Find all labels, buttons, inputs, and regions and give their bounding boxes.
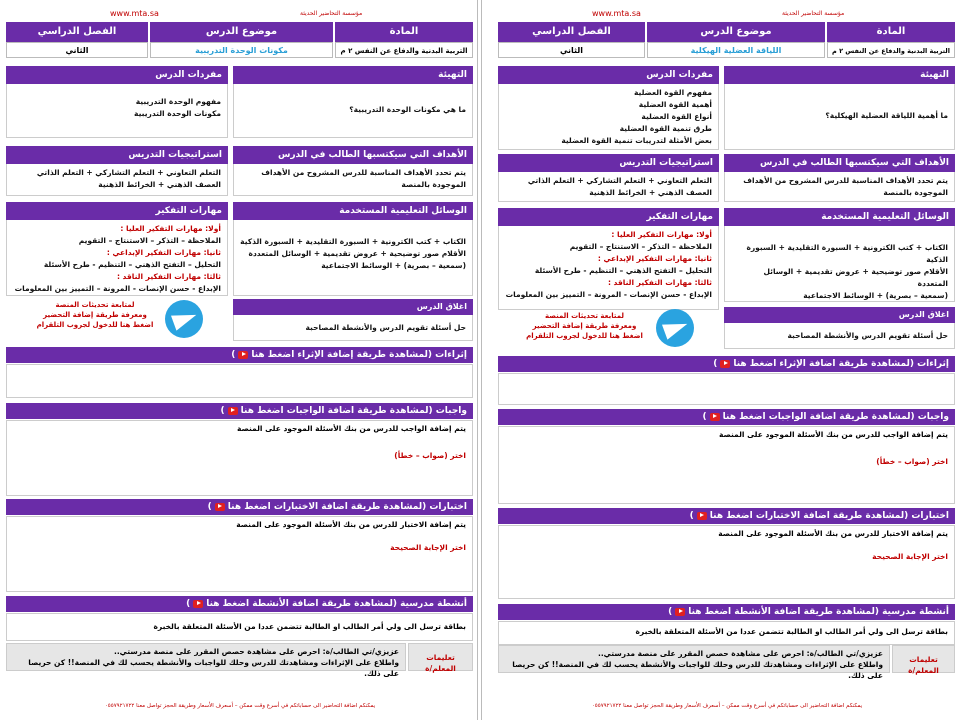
youtube-icon[interactable] bbox=[193, 600, 203, 608]
subject-header: المادة bbox=[335, 22, 473, 42]
activities-text: بطاقة ترسل الى ولي أمر الطالب او الطالبة تتضمن عددا من الأسئلة المتعلقة بالخبرة bbox=[153, 622, 466, 631]
notes-line: عزيزي/تي الطالب/ة: احرص على مشاهدة حصص المقرر على منصة مدرستي.. bbox=[113, 647, 399, 656]
strategies-section bbox=[6, 146, 228, 196]
thinking-heading: أولا: مهارات التفكير العليا : bbox=[611, 230, 712, 239]
tools-line: (سمعية – بصرية) + الوسائط الاجتماعية bbox=[321, 261, 466, 270]
tests-text: يتم إضافة الاختبار للدرس من بنك الأسئلة الموجود على المنصة bbox=[718, 529, 948, 538]
goals-title: الأهداف التي سيكتسبها الطالب في الدرس bbox=[724, 154, 955, 172]
homework-choice: اختر (صواب – خطأ) bbox=[394, 451, 466, 460]
telegram-promo[interactable] bbox=[517, 311, 652, 341]
homework-title: واجبات (لمشاهدة طريقة اضافة الواجبات اضغط هنا bbox=[240, 406, 467, 416]
youtube-icon[interactable] bbox=[675, 608, 685, 616]
tools-title: الوسائل التعليمية المستخدمة bbox=[724, 208, 955, 226]
tests-title: اختبارات (لمشاهدة طريقة اضافة الاختبارات اضغط هنا bbox=[227, 502, 467, 512]
topic-header: موضوع الدرس bbox=[647, 22, 825, 42]
thinking-heading: ثانيا: مهارات التفكير الإبداعي : bbox=[106, 248, 221, 257]
tools-section bbox=[233, 202, 473, 296]
goals-text: يتم تحدد الأهداف المناسبة للدرس المشروح من الأهداف الموجودة بالمنصة bbox=[233, 164, 473, 196]
thinking-heading: أولا: مهارات التفكير العليا : bbox=[120, 224, 221, 233]
vocab-title: مفردات الدرس bbox=[6, 66, 228, 84]
tools-section bbox=[724, 208, 955, 302]
thinking-text: الملاحظة – التذكر – الاستنتاج – التقويم bbox=[569, 242, 712, 251]
activities-title: أنشطة مدرسية (لمشاهدة طريقة اضافة الأنشطة اضغط هنا bbox=[688, 607, 949, 617]
tests-choice: اختر الإجابة الصحيحة bbox=[390, 543, 466, 552]
promo-line: لمتابعة تحديثات المنصة bbox=[55, 301, 135, 309]
subject-header: المادة bbox=[827, 22, 955, 42]
promo-line: اضغط هنا للدخول لجروب التلقرام bbox=[526, 332, 643, 340]
teacher-notes bbox=[6, 643, 406, 678]
footer-text: يمكنكم اضافة التحاضير الى حساباتكم في أسرع وقت ممكن – أسعرف الأسعار وطريقة الحجز تواصل معنا ٠٥٥٧٩٢١٧٢٢ bbox=[591, 703, 863, 709]
vocab-item: مكونات الوحدة التدريبية bbox=[134, 109, 221, 118]
vocab-list bbox=[498, 84, 719, 150]
strategies-body bbox=[6, 164, 228, 196]
tools-line: (سمعية – بصرية) + الوسائط الاجتماعية bbox=[803, 291, 948, 300]
promo-line: لمتابعة تحديثات المنصة bbox=[544, 312, 625, 320]
tools-line: الأقلام صور توضيحية + عروض تقديمية + الوسائل المتعددة bbox=[763, 267, 948, 288]
telegram-icon[interactable] bbox=[165, 300, 203, 338]
tools-line: الكتاب + كتب الكترونية + السبورة التقليدية + السبورة الذكية bbox=[240, 237, 466, 246]
thinking-section bbox=[498, 208, 719, 310]
lesson-page-right bbox=[481, 0, 959, 720]
intro-section bbox=[724, 66, 955, 150]
subject-value: التربية البدنية والدفاع عن النفس ٢ م bbox=[827, 42, 955, 58]
activities-bar[interactable]: أنشطة مدرسية (لمشاهدة طريقة اضافة الأنشطة اضغط هنا) bbox=[498, 604, 955, 620]
thinking-text: التحليل – التفتح الذهني – التنظيم - طرح الأسئلة bbox=[534, 266, 712, 275]
homework-choice: اختر (صواب – خطأ) bbox=[876, 457, 948, 466]
thinking-text: الإبداع - حسن الإنصات - المرونة – التمييز بين المعلومات bbox=[14, 284, 221, 293]
strategies-line: التعلم التعاوني + التعلم التشاركي + التعلم الذاتي bbox=[36, 168, 221, 177]
youtube-icon[interactable] bbox=[228, 407, 238, 415]
tests-title: اختبارات (لمشاهدة طريقة اضافة الاختبارات اضغط هنا bbox=[709, 511, 949, 521]
enrich-area bbox=[6, 364, 473, 398]
vocab-item: بعض الأمثلة لتدريبات تنمية القوة العضلية bbox=[561, 136, 712, 145]
telegram-promo[interactable] bbox=[30, 300, 160, 330]
closing-section bbox=[233, 299, 473, 341]
lesson-page-left bbox=[0, 0, 478, 720]
thinking-text: الإبداع - حسن الإنصات - المرونة – التمييز بين المعلومات bbox=[505, 290, 712, 299]
activities-title: أنشطة مدرسية (لمشاهدة طريقة اضافة الأنشطة اضغط هنا bbox=[206, 599, 467, 609]
notes-label: تعليمات المعلم/ة bbox=[892, 645, 955, 673]
closing-text: حل أسئلة تقويم الدرس والأنشطة المصاحبة bbox=[233, 315, 473, 341]
youtube-icon[interactable] bbox=[720, 360, 730, 368]
intro-text: ما هي مكونات الوحدة التدريبية؟ bbox=[233, 84, 473, 138]
tools-body bbox=[724, 226, 955, 302]
enrich-bar[interactable]: إثراءات (لمشاهدة طريقة اضافة الإثراء اضغط هنا) bbox=[498, 356, 955, 372]
goals-text: يتم تحدد الأهداف المناسبة للدرس المشروح من الأهداف الموجودة بالمنصة bbox=[724, 172, 955, 202]
tools-title: الوسائل التعليمية المستخدمة bbox=[233, 202, 473, 220]
vocab-section bbox=[6, 66, 228, 138]
term-value: الثاني bbox=[6, 42, 148, 58]
tests-text: يتم إضافة الاختبار للدرس من بنك الأسئلة الموجود على المنصة bbox=[236, 520, 466, 529]
activities-bar[interactable]: أنشطة مدرسية (لمشاهدة طريقة اضافة الأنشطة اضغط هنا) bbox=[6, 596, 473, 612]
term-header: الفصل الدراسي bbox=[498, 22, 645, 42]
telegram-icon[interactable] bbox=[656, 309, 694, 347]
intro-text: ما أهمية اللياقة العضلية الهيكلية؟ bbox=[724, 84, 955, 150]
intro-title: التهيئة bbox=[724, 66, 955, 84]
youtube-icon[interactable] bbox=[697, 512, 707, 520]
homework-title: واجبات (لمشاهدة طريقة اضافة الواجبات اضغط هنا bbox=[722, 412, 949, 422]
enrich-bar[interactable]: إثراءات (لمشاهدة طريقة إضافة الإثراء اضغط هنا) bbox=[6, 347, 473, 363]
homework-bar[interactable]: واجبات (لمشاهدة طريقة اضافة الواجبات اضغط هنا) bbox=[498, 409, 955, 425]
homework-bar[interactable]: واجبات (لمشاهدة طريقة اضافة الواجبات اضغط هنا) bbox=[6, 403, 473, 419]
footer-text: يمكنكم اضافة التحاضير الى حساباتكم في أسرع وقت ممكن – أسعرف الأسعار وطريقة الحجز تواصل معنا ٠٥٥٧٩٢١٧٢٢ bbox=[104, 703, 376, 709]
thinking-text: التحليل – التفتح الذهني – التنظيم - طرح الأسئلة bbox=[43, 260, 221, 269]
site-url[interactable]: www.mta.sa bbox=[592, 9, 641, 18]
thinking-text: الملاحظة – التذكر – الاستنتاج – التقويم bbox=[78, 236, 221, 245]
homework-area bbox=[6, 420, 473, 496]
tests-choice: اختر الإجابة الصحيحة bbox=[872, 552, 948, 561]
notes-label: تعليمات المعلم/ة bbox=[408, 643, 473, 671]
promo-line: ومعرفة طريقة إضافة التحضير bbox=[43, 311, 147, 319]
activities-area bbox=[6, 613, 473, 641]
notes-line: عزيزي/تي الطالب/ة: احرص على مشاهدة حصص المقرر على منصة مدرستي.. bbox=[597, 649, 883, 658]
closing-title: اغلاق الدرس bbox=[233, 299, 473, 315]
organization-name: مؤسسة التحاضير الحديثة bbox=[300, 10, 363, 17]
strategies-title: استراتيجيات التدريس bbox=[6, 146, 228, 164]
promo-line: ومعرفة طريقة إضافة التحضير bbox=[532, 322, 637, 330]
vocab-title: مفردات الدرس bbox=[498, 66, 719, 84]
closing-text: حل أسئلة تقويم الدرس والأنشطة المصاحبة bbox=[724, 323, 955, 349]
thinking-heading: ثانيا: مهارات التفكير الإبداعي : bbox=[597, 254, 712, 263]
strategies-section bbox=[498, 154, 719, 202]
promo-line: اضغط هنا للدخول لجروب التلقرام bbox=[36, 321, 154, 329]
thinking-title: مهارات التفكير bbox=[498, 208, 719, 226]
strategies-line: العصف الذهني + الخرائط الذهنية bbox=[589, 188, 712, 197]
thinking-body bbox=[498, 226, 719, 310]
tests-bar[interactable]: اختبارات (لمشاهدة طريقة اضافة الاختبارات اضغط هنا) bbox=[498, 508, 955, 524]
vocab-item: أنواع القوة العضلية bbox=[641, 112, 712, 121]
homework-text: يتم إضافة الواجب للدرس من بنك الأسئلة الموجود على المنصة bbox=[719, 430, 948, 439]
thinking-heading: ثالثا: مهارات التفكير الناقد : bbox=[607, 278, 712, 287]
notes-line: واطلاع على الإثراءات ومشاهدتك للدرس وحلك للواجبات والأنشطة يحسب لك في المنصة!! كن حريصا على ذلك. bbox=[28, 658, 399, 678]
youtube-icon[interactable] bbox=[238, 351, 248, 359]
intro-title: التهيئة bbox=[233, 66, 473, 84]
vocab-item: مفهوم الوحدة التدريبية bbox=[135, 97, 221, 106]
enrich-area bbox=[498, 373, 955, 405]
strategies-body bbox=[498, 172, 719, 202]
topic-value: مكونات الوحدة التدريبية bbox=[150, 42, 333, 58]
teacher-notes bbox=[498, 645, 890, 680]
term-header: الفصل الدراسي bbox=[6, 22, 148, 42]
organization-name: مؤسسة التحاضير الحديثة bbox=[782, 10, 845, 17]
subject-value: التربية البدنية والدفاع عن النفس ٢ م bbox=[335, 42, 473, 58]
youtube-icon[interactable] bbox=[215, 503, 225, 511]
youtube-icon[interactable] bbox=[710, 413, 720, 421]
goals-section bbox=[724, 154, 955, 202]
goals-section bbox=[233, 146, 473, 196]
strategies-line: التعلم التعاوني + التعلم التشاركي + التعلم الذاتي bbox=[527, 176, 712, 185]
closing-section bbox=[724, 307, 955, 349]
tools-line: الأقلام صور توضيحية + عروض تقديمية + الوسائل المتعددة bbox=[248, 249, 466, 258]
vocab-item: أهمية القوة العضلية bbox=[638, 100, 712, 109]
tests-area bbox=[6, 516, 473, 592]
enrich-title: إثراءات (لمشاهدة طريقة إضافة الإثراء اضغط هنا bbox=[251, 350, 467, 360]
tools-body bbox=[233, 220, 473, 296]
enrich-title: إثراءات (لمشاهدة طريقة اضافة الإثراء اضغط هنا bbox=[733, 359, 949, 369]
activities-area bbox=[498, 621, 955, 645]
closing-title: اغلاق الدرس bbox=[724, 307, 955, 323]
vocab-list bbox=[6, 84, 228, 138]
strategies-line: العصف الذهني + الخرائط الذهنية bbox=[98, 180, 221, 189]
tools-line: الكتاب + كتب الكترونية + السبورة التقليدية + السبورة الذكية bbox=[746, 243, 948, 264]
topic-header: موضوع الدرس bbox=[150, 22, 333, 42]
tests-bar[interactable]: اختبارات (لمشاهدة طريقة اضافة الاختبارات اضغط هنا) bbox=[6, 499, 473, 515]
topic-value: اللياقة العضلية الهيكلية bbox=[647, 42, 825, 58]
notes-line: واطلاع على الإثراءات ومشاهدتك للدرس وحلك للواجبات والأنشطة يحسب لك في المنصة!! كن حريصا على ذلك. bbox=[512, 660, 883, 680]
term-value: الثاني bbox=[498, 42, 645, 58]
activities-text: بطاقة ترسل الى ولي أمر الطالب او الطالبة تتضمن عددا من الأسئلة المتعلقة بالخبرة bbox=[635, 627, 948, 636]
site-url[interactable]: www.mta.sa bbox=[110, 9, 159, 18]
homework-area bbox=[498, 426, 955, 504]
vocab-item: مفهوم القوة العضلية bbox=[633, 88, 712, 97]
thinking-body bbox=[6, 220, 228, 296]
thinking-section bbox=[6, 202, 228, 296]
vocab-section bbox=[498, 66, 719, 150]
strategies-title: استراتيجيات التدريس bbox=[498, 154, 719, 172]
homework-text: يتم إضافة الواجب للدرس من بنك الأسئلة الموجود على المنصة bbox=[237, 424, 466, 433]
tests-area bbox=[498, 525, 955, 599]
thinking-title: مهارات التفكير bbox=[6, 202, 228, 220]
thinking-heading: ثالثا: مهارات التفكير الناقد : bbox=[116, 272, 221, 281]
vocab-item: طرق تنمية القوة العضلية bbox=[619, 124, 712, 133]
goals-title: الأهداف التي سيكتسبها الطالب في الدرس bbox=[233, 146, 473, 164]
intro-section bbox=[233, 66, 473, 138]
